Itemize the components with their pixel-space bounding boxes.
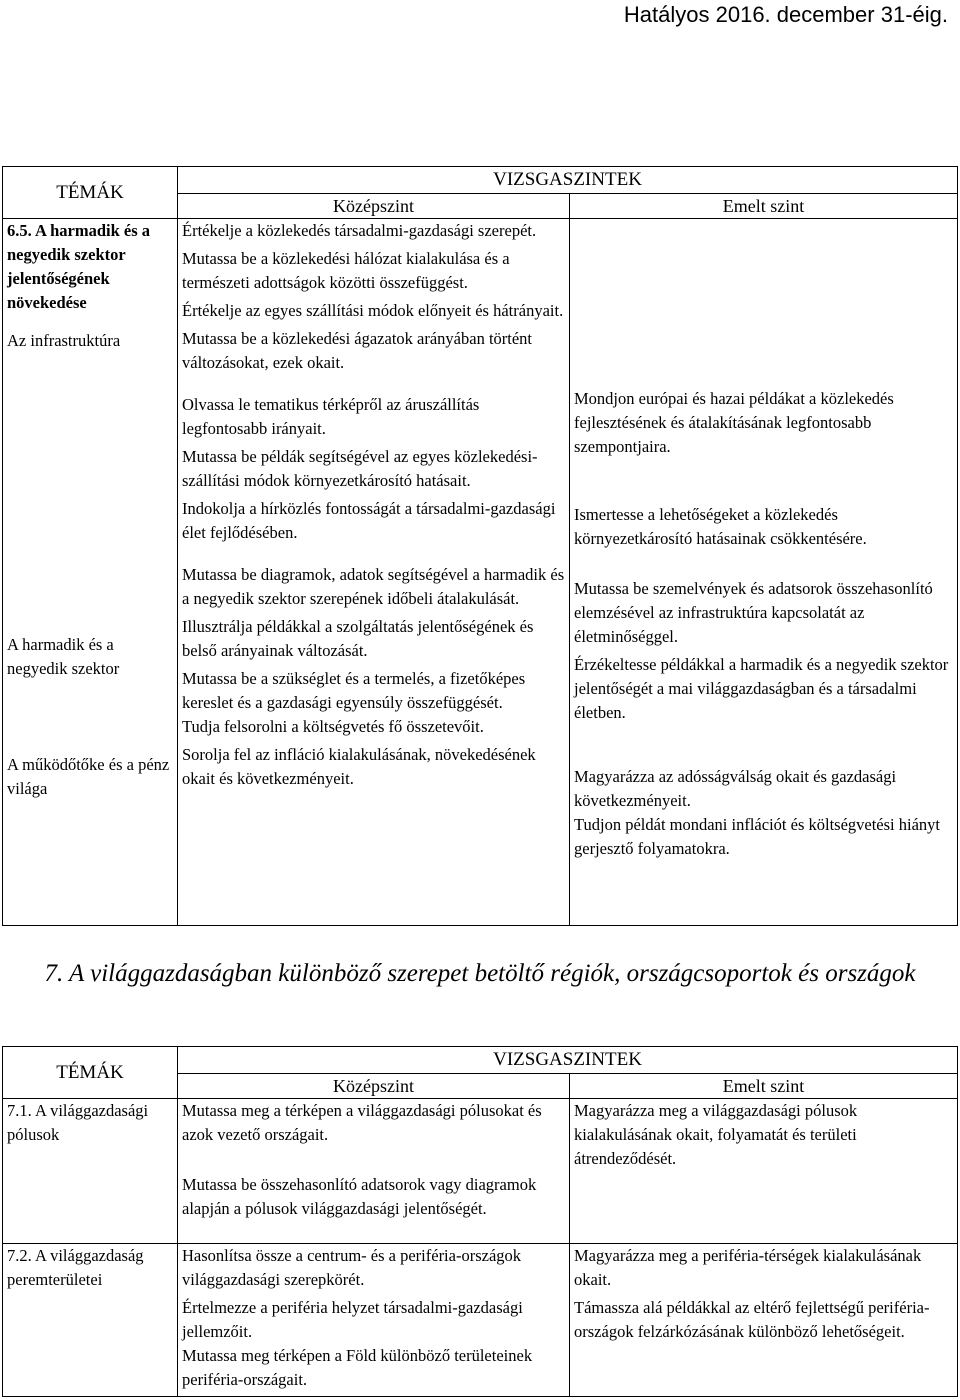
requirement-item: Érzékeltesse példákkal a harmadik és a negyedik szektor jelentőségét a mai világgazdaságban és a társadalmi életben. (574, 655, 949, 722)
requirement-item: Mutassa be összehasonlító adatsorok vagy diagramok alapján a pólusok világgazdasági jelentőségét. (182, 1175, 537, 1218)
kozepszint-cell (178, 1099, 570, 1244)
exam-requirements-table-1 (2, 166, 958, 926)
requirement-item: Mutassa be diagramok, adatok segítségével a harmadik és a negyedik szektor szerepének időbeli átalakulását. (182, 565, 565, 608)
topic-periphery: 7.2. A világgazdaság peremterületei (3, 1244, 178, 1397)
emelt-szint-cell (570, 1099, 958, 1244)
column-header-temak: TÉMÁK (3, 167, 178, 219)
column-header-emelt-szint: Emelt szint (570, 1074, 958, 1099)
requirement-item: Ismertesse a lehetőségeket a közlekedés környezetkárosító hatásainak csökkentésére. (574, 505, 867, 548)
topic-capital-money: A működőtőke és a pénz világa (7, 755, 170, 798)
requirement-item: Mutassa meg a térképen a világgazdasági pólusokat és azok vezető országait. (182, 1101, 542, 1144)
requirement-item: Tudjon példát mondani inflációt és költségvetési hiányt gerjesztő folyamatokra. (574, 815, 941, 858)
topics-cell (3, 219, 178, 926)
requirement-item: Illusztrálja példákkal a szolgáltatás jelentőségének és belső arányainak változását. (182, 617, 534, 660)
column-header-temak: TÉMÁK (3, 1047, 178, 1099)
emelt-szint-cell (570, 1244, 958, 1397)
kozepszint-cell (178, 219, 570, 926)
topic-infrastructure: Az infrastruktúra (7, 331, 121, 350)
requirement-item: Mutassa be példák segítségével az egyes közlekedési-szállítási módok környezetkárosító hatásait. (182, 447, 538, 490)
requirement-item: Tudja felsorolni a költségvetés fő összetevőit. (182, 717, 484, 736)
requirement-item: Indokolja a hírközlés fontosságát a társadalmi-gazdasági élet fejlődésében. (182, 499, 556, 542)
requirement-item: Magyarázza meg a világgazdasági pólusok kialakulásának okait, folyamatát és területi átrendeződését. (574, 1101, 858, 1168)
requirement-item: Olvassa le tematikus térképről az áruszállítás legfontosabb irányait. (182, 395, 480, 438)
requirement-item: Támassza alá példákkal az eltérő fejlettségű periféria-országok felzárkózásának különböző lehetőségeit. (574, 1298, 930, 1341)
column-header-kozepszint: Középszint (178, 194, 570, 219)
section-title: 7. A világgazdaságban különböző szerepet betöltő régiók, országcsoportok és országok (44, 960, 916, 987)
requirement-item: Értékelje a közlekedés társadalmi-gazdasági szerepét. (182, 221, 537, 240)
requirement-item: Értelmezze a periféria helyzet társadalmi-gazdasági jellemzőit. (182, 1298, 523, 1341)
column-header-vizsgaszintek: VIZSGASZINTEK (178, 1047, 958, 1074)
emelt-szint-cell (570, 219, 958, 926)
validity-note: Hatályos 2016. december 31-éig. (623, 2, 948, 27)
requirement-item: Mutassa be a szükséglet és a termelés, a fizetőképes kereslet és a gazdasági egyensúly összefüggését. (182, 669, 526, 712)
column-header-kozepszint: Középszint (178, 1074, 570, 1099)
requirement-item: Mutassa be a közlekedési hálózat kialakulása és a természeti adottságok közötti összefüggést. (182, 249, 510, 292)
requirement-item: Magyarázza az adósságválság okait és gazdasági következményeit. (574, 767, 897, 810)
column-header-emelt-szint: Emelt szint (570, 194, 958, 219)
requirement-item: Értékelje az egyes szállítási módok előnyeit és hátrányait. (182, 301, 564, 320)
kozepszint-cell (178, 1244, 570, 1397)
requirement-item: Mondjon európai és hazai példákat a közlekedés fejlesztésének és átalakításának legfontosabb szempontjaira. (574, 389, 894, 456)
requirement-item: Magyarázza meg a periféria-térségek kialakulásának okait. (574, 1246, 922, 1289)
requirement-item: Hasonlítsa össze a centrum- és a periféria-országok világgazdasági szerepkörét. (182, 1246, 522, 1289)
requirement-item: Mutassa be a közlekedési ágazatok arányában történt változásokat, ezek okait. (182, 329, 533, 372)
topic-title: 6.5. A harmadik és a negyedik szektor jelentőségének növekedése (7, 221, 151, 312)
column-header-vizsgaszintek: VIZSGASZINTEK (178, 167, 958, 194)
exam-requirements-table-2 (2, 1046, 958, 1397)
requirement-item: Mutassa meg térképen a Föld különböző területeinek periféria-országait. (182, 1346, 533, 1389)
requirement-item: Mutassa be szemelvények és adatsorok összehasonlító elemzésével az infrastruktúra kapcsolatát az életminőséggel. (574, 579, 933, 646)
topic-poles: 7.1. A világgazdasági pólusok (3, 1099, 178, 1244)
topic-third-fourth-sector: A harmadik és a negyedik szektor (7, 635, 120, 678)
requirement-item: Sorolja fel az infláció kialakulásának, növekedésének okait és következményeit. (182, 745, 536, 788)
